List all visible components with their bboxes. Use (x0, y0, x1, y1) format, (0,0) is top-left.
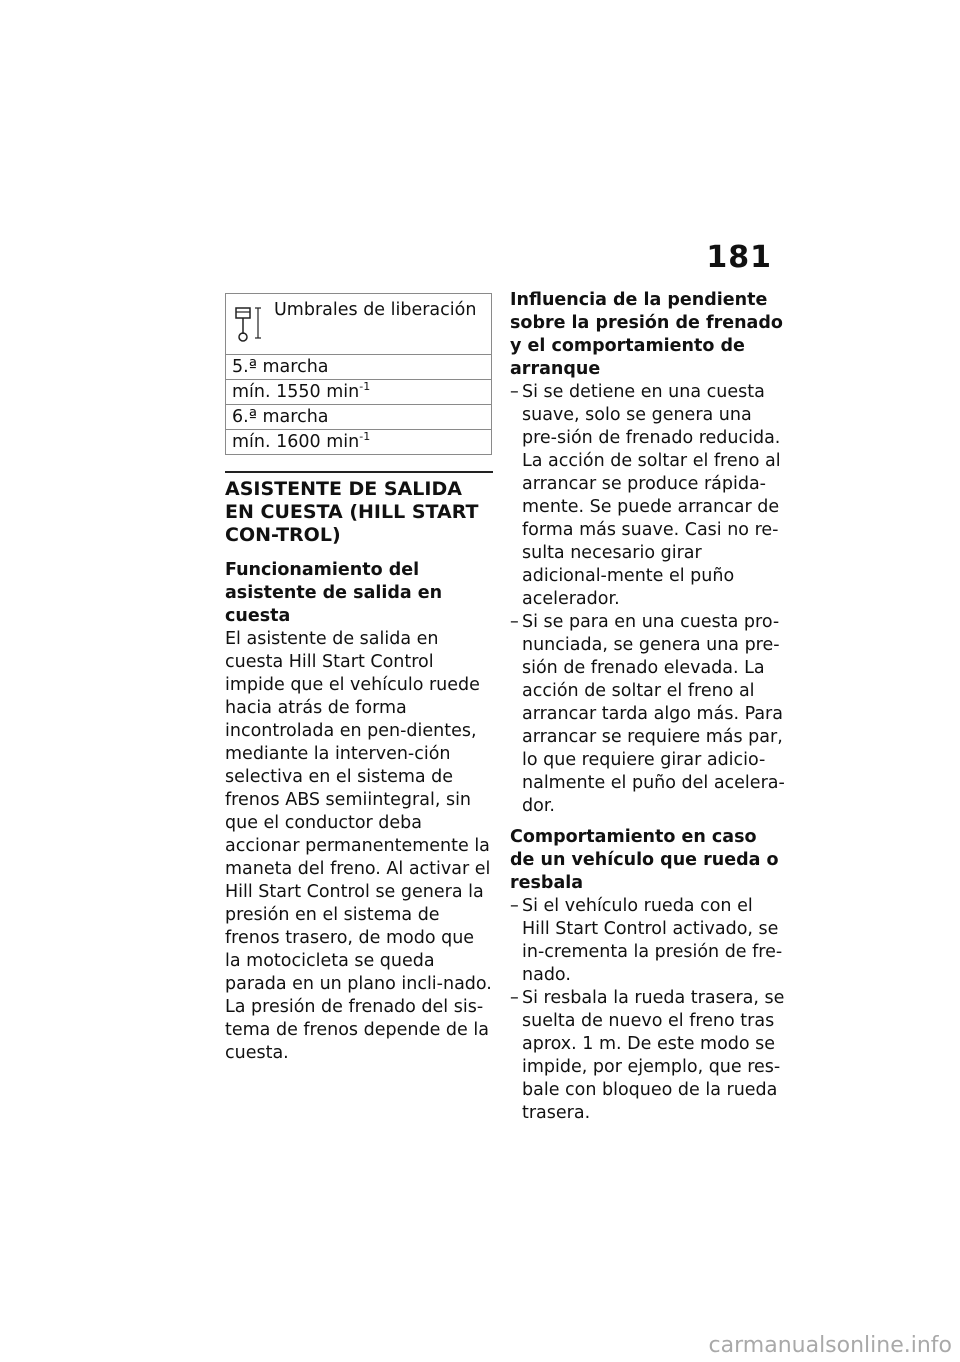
table-header-label: Umbrales de liberación (274, 300, 477, 320)
dash-marker: – (510, 612, 519, 632)
page-number: 181 (706, 240, 772, 275)
subsection-title: Comportamiento en caso de un vehículo que rueda o resbala (510, 827, 779, 893)
rpm-value: mín. 1550 min (232, 382, 360, 402)
list-item (510, 895, 785, 987)
list-item-text: Si el vehículo rueda con el Hill Start Control activado, se in-crementa la presión de fre-nado. (522, 896, 783, 985)
subsection-title: Funcionamiento del asistente de salida en cuesta (225, 560, 443, 626)
gear-label: 6.ª marcha (232, 407, 329, 427)
gear-label: 5.ª marcha (232, 357, 329, 377)
bullet-list (510, 895, 785, 1125)
dash-marker: – (510, 988, 519, 1008)
list-item-text: Si resbala la rueda trasera, se suelta de nuevo el freno tras aprox. 1 m. De este modo se impide, por ejemplo, que res-bale con bloqueo de la rueda trasera. (522, 988, 785, 1123)
list-item-text: Si se detiene en una cuesta suave, solo se genera una pre-sión de frenado reducida. La acción de soltar el freno al arrancar se produce rápida-mente. Se puede arrancar de forma más suave. Casi no re-sulta necesario girar adicional-mente el puño acelerador. (522, 382, 781, 609)
section-divider (225, 471, 493, 473)
list-item (510, 381, 785, 611)
dash-marker: – (510, 896, 519, 916)
paragraph: El asistente de salida en cuesta Hill Start Control impide que el vehículo ruede hacia atrás de forma incontrolada en pen-dientes, mediante la interven-ción selectiva en el sistema de frenos ABS semiintegral, sin que el conductor deba accionar permanentemente la maneta del freno. Al activar el Hill Start Control se genera la presión en el sistema de frenos trasero, de modo que la motocicleta se queda parada en un plano incli-nado. (225, 629, 492, 994)
release-thresholds-table (225, 293, 492, 455)
exponent: -1 (359, 430, 371, 444)
rpm-value: mín. 1600 min (232, 432, 360, 452)
section-title: ASISTENTE DE SALIDA EN CUESTA (HILL START CON-TROL) (225, 478, 479, 546)
list-item-text: Si se para en una cuesta pro-nunciada, se genera una pre-sión de frenado elevada. La acción de soltar el freno al arrancar tarda algo más. Para arrancar se requiere más par, lo que requiere girar adicio-nalmente el puño del acelera-dor. (522, 612, 785, 816)
table-row (226, 430, 492, 455)
list-item (510, 987, 785, 1125)
table-row (226, 405, 492, 430)
table-header-row (226, 294, 492, 355)
table-row (226, 355, 492, 380)
engine-piston-icon (232, 304, 266, 344)
left-column (225, 293, 493, 1065)
paragraph: La presión de frenado del sis-tema de frenos depende de la cuesta. (225, 997, 489, 1063)
dash-marker: – (510, 382, 519, 402)
table-row (226, 380, 492, 405)
subsection-title: Influencia de la pendiente sobre la presión de frenado y el comportamiento de arranque (510, 290, 783, 379)
bullet-list (510, 381, 785, 818)
watermark: carmanualsonline.info (708, 1333, 952, 1358)
right-column (510, 289, 785, 1125)
exponent: -1 (359, 380, 371, 394)
list-item (510, 611, 785, 818)
